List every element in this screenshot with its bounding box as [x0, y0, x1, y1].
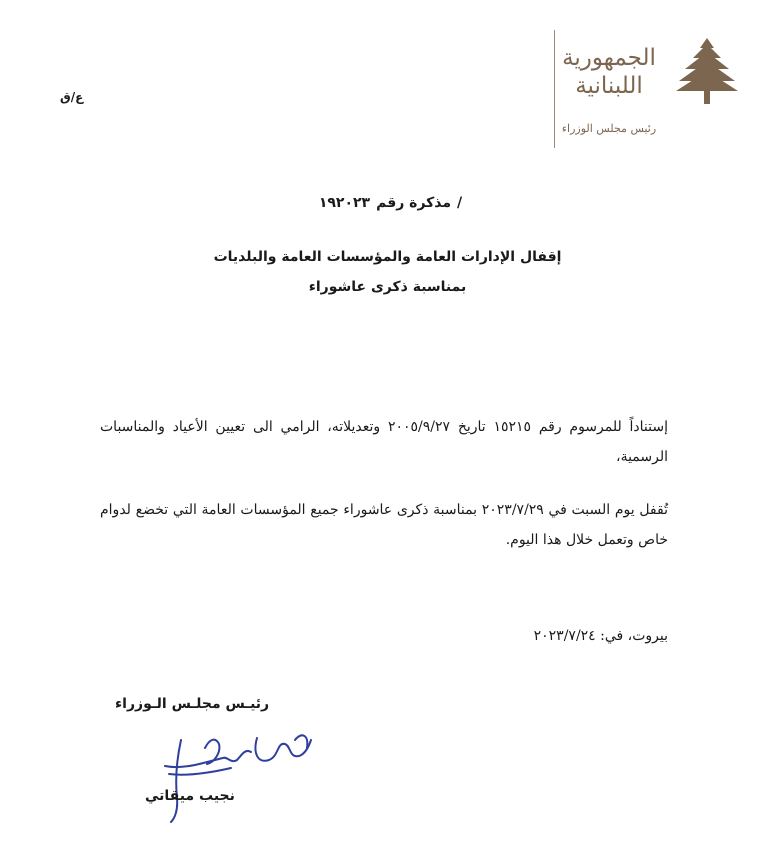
memo-number-label: مذكرة رقم — [376, 195, 452, 211]
body-paragraph-2: تُقفل يوم السبت في ٢٠٢٣/٧/٢٩ بمناسبة ذكرى عاشوراء جميع المؤسسات العامة التي تخضع لدوام خاص وتعمل خلال هذا اليوم. — [100, 502, 668, 548]
letterhead-title-line1: الجمهورية — [562, 45, 656, 71]
letterhead-subtitle: رئيس مجلس الوزراء — [561, 122, 657, 135]
body-paragraph-1: إستناداً للمرسوم رقم ١٥٢١٥ تاريخ ٢٠٠٥/٩/٢٧ وتعديلاته، الرامي الى تعيين الأعياد والمناسبات الرسمية، — [100, 419, 668, 465]
signatory-title: رئيـس مجلـس الـوزراء — [115, 696, 270, 712]
letterhead-title-line2: اللبنانية — [575, 73, 643, 99]
letterhead-title — [549, 44, 669, 100]
memo-year: ٢٠٢٣/ — [335, 195, 463, 211]
signatory-name: نجيب ميقاتي — [145, 788, 235, 804]
memo-subject — [0, 242, 775, 302]
subject-line-2: بمناسبة ذكرى عاشوراء — [308, 279, 467, 295]
cedar-tree-icon — [676, 36, 738, 106]
handwritten-signature — [145, 718, 320, 823]
memo-number-value: ١٩ — [318, 195, 336, 211]
reference-code: ع/ق — [60, 90, 84, 104]
memo-number — [0, 195, 775, 211]
subject-line-1: إقفال الإدارات العامة والمؤسسات العامة والبلديات — [213, 249, 562, 265]
place-and-date: بيروت، في: ٢٠٢٣/٧/٢٤ — [533, 628, 668, 644]
